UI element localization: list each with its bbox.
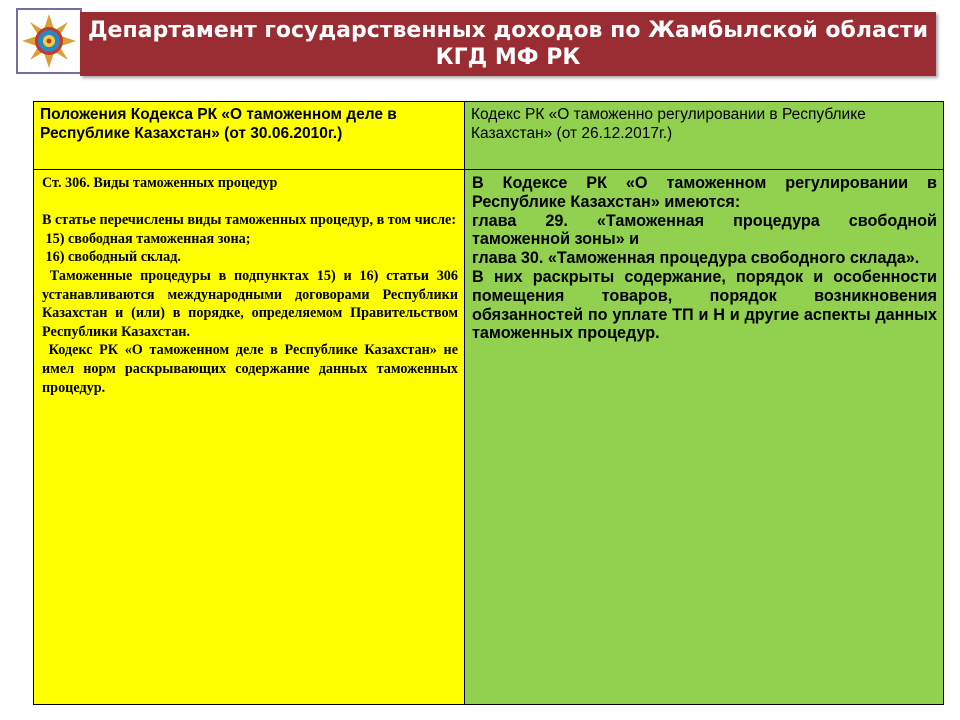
left-article-title: Ст. 306. Виды таможенных процедур (42, 175, 278, 191)
logo (16, 8, 82, 74)
page-title (80, 12, 936, 76)
left-paragraph: Таможенные процедуры в подпунктах 15) и 16) статьи 306 устанавливаются международными договорами Республики Казахстан и (или) в порядке, определяемом Правительством Республики Казахстан. (42, 267, 462, 340)
title-line-1: Департамент государственных доходов по Жамбылской области (87, 18, 929, 43)
left-body-cell (34, 170, 465, 705)
left-paragraph: В статье перечислены виды таможенных процедур, в том числе: (42, 212, 457, 229)
right-paragraph: глава 29. «Таможенная процедура свободной таможенной зоны» и (472, 211, 937, 249)
comparison-table (33, 101, 944, 705)
emblem-icon (20, 12, 78, 70)
right-header-cell (465, 102, 944, 170)
spacer (42, 193, 458, 212)
table-header-row (34, 102, 944, 170)
left-header-cell (34, 102, 465, 170)
right-paragraph: глава 30. «Таможенная процедура свободного склада». (472, 249, 920, 268)
right-paragraph: В них раскрыты содержание, порядок и особенности помещения товаров, порядок возникновения обязанностей по уплате ТП и Н и другие аспекты данных таможенных процедур. (472, 267, 937, 343)
left-header-text: Положения Кодекса РК «О таможенном деле в Республике Казахстан» (от 30.06.2010г.) (40, 106, 397, 142)
left-paragraph: Кодекс РК «О таможенном деле в Республике Казахстан» не имел норм раскрывающих содержание данных таможенных процедур. (42, 342, 462, 396)
table-body-row (34, 170, 944, 705)
left-list-item: 15) свободная таможенная зона; (42, 230, 251, 247)
left-list-item: 16) свободный склад. (42, 249, 181, 266)
right-body-cell (465, 170, 944, 705)
right-paragraph: В Кодексе РК «О таможенном регулировании в Республике Казахстан» имеются: (472, 174, 937, 211)
right-header-text: Кодекс РК «О таможенно регулировании в Республике Казахстан» (от 26.12.2017г.) (471, 106, 866, 142)
title-line-2: КГД МФ РК (435, 45, 581, 70)
